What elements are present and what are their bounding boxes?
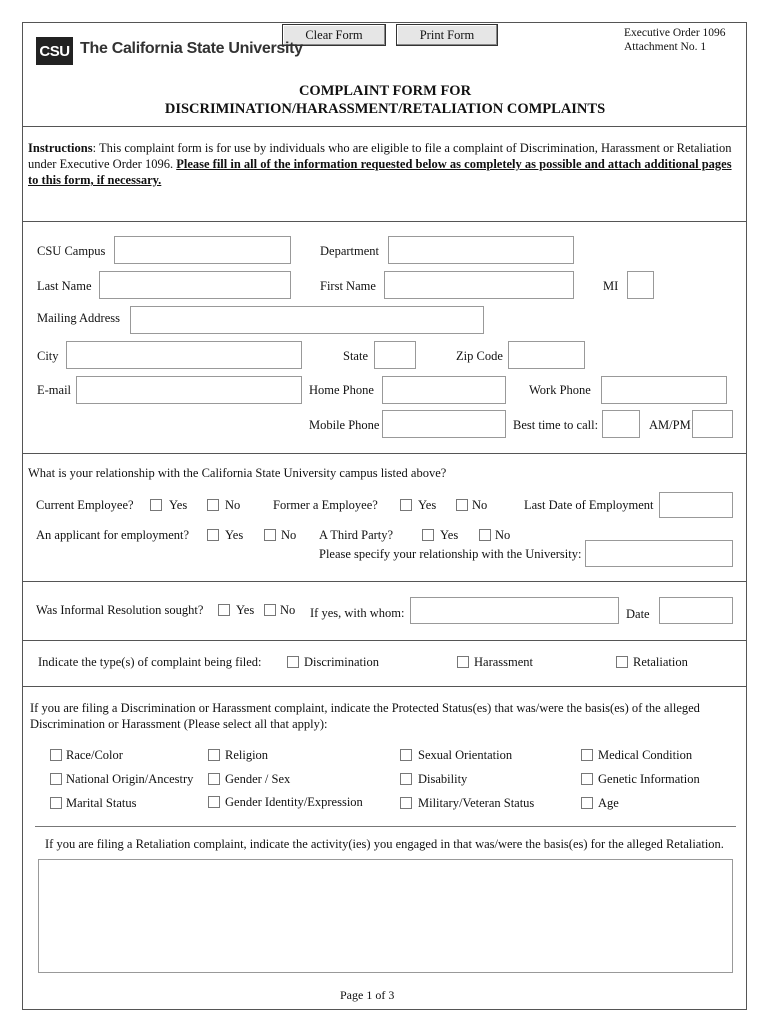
label-complaint-type: Indicate the type(s) of complaint being filed:: [38, 655, 262, 669]
work-phone-input[interactable]: [601, 376, 727, 404]
city-input[interactable]: [66, 341, 302, 369]
mailing-address-input[interactable]: [130, 306, 484, 334]
label-home-phone: Home Phone: [309, 383, 374, 397]
instructions-lead: Instructions: [28, 141, 93, 155]
executive-order: Executive Order 1096: [624, 27, 726, 39]
label-no: No: [281, 528, 297, 542]
page-number: Page 1 of 3: [340, 988, 395, 1002]
department-input[interactable]: [388, 236, 574, 264]
protected-status-prompt: If you are filing a Discrimination or Harassment complaint, indicate the Protected Status(es) that was/were the basis(es) of the alleged Discrimination or Harassment (Please select all that apply):: [30, 701, 700, 731]
label-marital-status: Marital Status: [66, 796, 137, 810]
label-third-party: A Third Party?: [319, 528, 394, 542]
with-whom-input[interactable]: [410, 597, 619, 624]
label-email: E-mail: [37, 383, 72, 397]
label-with-whom: If yes, with whom:: [310, 606, 405, 620]
label-yes: Yes: [440, 528, 459, 542]
former-employee-yes-checkbox[interactable]: [400, 499, 412, 511]
university-name: The California State University: [80, 40, 303, 57]
former-employee-no-checkbox[interactable]: [456, 499, 468, 511]
mi-input[interactable]: [627, 271, 654, 299]
last-name-input[interactable]: [99, 271, 291, 299]
attachment-number: Attachment No. 1: [624, 41, 707, 53]
genetic-information-checkbox[interactable]: [581, 773, 593, 785]
label-national-origin: National Origin/Ancestry: [66, 772, 194, 786]
national-origin-checkbox[interactable]: [50, 773, 62, 785]
gender-identity-checkbox[interactable]: [208, 796, 220, 808]
first-name-input[interactable]: [384, 271, 574, 299]
third-party-yes-checkbox[interactable]: [422, 529, 434, 541]
disability-checkbox[interactable]: [400, 773, 412, 785]
label-best-time: Best time to call:: [513, 418, 599, 432]
campus-input[interactable]: [114, 236, 291, 264]
retaliation-checkbox[interactable]: [616, 656, 628, 668]
label-race-color: Race/Color: [66, 748, 123, 762]
relationship-question: What is your relationship with the California State University campus listed above?: [28, 466, 447, 480]
home-phone-input[interactable]: [382, 376, 506, 404]
state-input[interactable]: [374, 341, 416, 369]
divider: [35, 826, 736, 827]
retaliation-prompt: If you are filing a Retaliation complaint, indicate the activity(ies) you engaged in that was/were the basis(es) for the alleged Retaliation.: [45, 837, 724, 851]
label-applicant: An applicant for employment?: [36, 528, 190, 542]
current-employee-no-checkbox[interactable]: [207, 499, 219, 511]
retaliation-textarea[interactable]: [38, 859, 733, 973]
page-title-line1: COMPLAINT FORM FOR: [298, 83, 472, 99]
label-medical-condition: Medical Condition: [598, 748, 693, 762]
instructions: [28, 140, 744, 188]
zip-input[interactable]: [508, 341, 585, 369]
label-gender-identity: Gender Identity/Expression: [225, 795, 363, 809]
gender-sex-checkbox[interactable]: [208, 773, 220, 785]
label-retaliation: Retaliation: [633, 655, 688, 669]
label-no: No: [280, 603, 296, 617]
label-date: Date: [626, 607, 650, 621]
informal-yes-checkbox[interactable]: [218, 604, 230, 616]
divider: [22, 686, 747, 687]
label-no: No: [225, 498, 241, 512]
medical-condition-checkbox[interactable]: [581, 749, 593, 761]
age-checkbox[interactable]: [581, 797, 593, 809]
label-genetic-information: Genetic Information: [598, 772, 700, 786]
email-input[interactable]: [76, 376, 302, 404]
sexual-orientation-checkbox[interactable]: [400, 749, 412, 761]
divider: [22, 640, 747, 641]
military-veteran-checkbox[interactable]: [400, 797, 412, 809]
instructions-body: : This complaint form is for use by individuals who are eligible to file a complaint of Discrimination, Harassment or Retaliation under Executive Order 1096.: [28, 141, 732, 171]
harassment-checkbox[interactable]: [457, 656, 469, 668]
divider: [22, 581, 747, 582]
label-specify-relationship: Please specify your relationship with the University:: [319, 547, 582, 561]
label-age: Age: [598, 796, 619, 810]
label-gender-sex: Gender / Sex: [225, 772, 291, 786]
race-color-checkbox[interactable]: [50, 749, 62, 761]
label-religion: Religion: [225, 748, 269, 762]
print-form-button[interactable]: Print Form: [396, 24, 498, 46]
label-state: State: [343, 349, 368, 363]
label-yes: Yes: [225, 528, 244, 542]
label-mi: MI: [603, 279, 619, 293]
label-zip: Zip Code: [456, 349, 503, 363]
label-military-veteran: Military/Veteran Status: [418, 796, 535, 810]
label-ampm: AM/PM: [649, 418, 691, 432]
informal-no-checkbox[interactable]: [264, 604, 276, 616]
csu-logo: CSU: [36, 37, 73, 65]
informal-date-input[interactable]: [659, 597, 733, 624]
label-current-employee: Current Employee?: [36, 498, 134, 512]
best-time-input[interactable]: [602, 410, 640, 438]
ampm-input[interactable]: [692, 410, 733, 438]
current-employee-yes-checkbox[interactable]: [150, 499, 162, 511]
label-campus: CSU Campus: [37, 244, 106, 258]
label-mailing-address: Mailing Address: [37, 311, 120, 325]
label-disability: Disability: [418, 772, 468, 786]
label-sexual-orientation: Sexual Orientation: [418, 748, 513, 762]
specify-relationship-input[interactable]: [585, 540, 733, 567]
label-no: No: [472, 498, 488, 512]
label-yes: Yes: [169, 498, 188, 512]
mobile-phone-input[interactable]: [382, 410, 506, 438]
label-last-date: Last Date of Employment: [524, 498, 654, 512]
third-party-no-checkbox[interactable]: [479, 529, 491, 541]
instructions-emphasis: Please fill in all of the information requested below as completely as possible and attach additional pages to this form, if necessary.: [28, 157, 732, 187]
discrimination-checkbox[interactable]: [287, 656, 299, 668]
applicant-yes-checkbox[interactable]: [207, 529, 219, 541]
marital-status-checkbox[interactable]: [50, 797, 62, 809]
label-yes: Yes: [236, 603, 255, 617]
divider: [22, 221, 747, 222]
religion-checkbox[interactable]: [208, 749, 220, 761]
last-date-input[interactable]: [659, 492, 733, 518]
label-first-name: First Name: [320, 279, 376, 293]
divider: [22, 453, 747, 454]
label-discrimination: Discrimination: [304, 655, 379, 669]
divider: [22, 126, 747, 127]
label-work-phone: Work Phone: [529, 383, 591, 397]
label-mobile-phone: Mobile Phone: [309, 418, 380, 432]
label-last-name: Last Name: [37, 279, 92, 293]
label-department: Department: [320, 244, 380, 258]
label-harassment: Harassment: [474, 655, 534, 669]
label-former-employee: Former a Employee?: [273, 498, 378, 512]
clear-form-button[interactable]: Clear Form: [282, 24, 386, 46]
applicant-no-checkbox[interactable]: [264, 529, 276, 541]
label-no: No: [495, 528, 511, 542]
label-informal-resolution: Was Informal Resolution sought?: [36, 603, 204, 617]
page-title-line2: DISCRIMINATION/HARASSMENT/RETALIATION COMPLAINTS: [164, 101, 606, 117]
label-yes: Yes: [418, 498, 437, 512]
label-city: City: [37, 349, 59, 363]
